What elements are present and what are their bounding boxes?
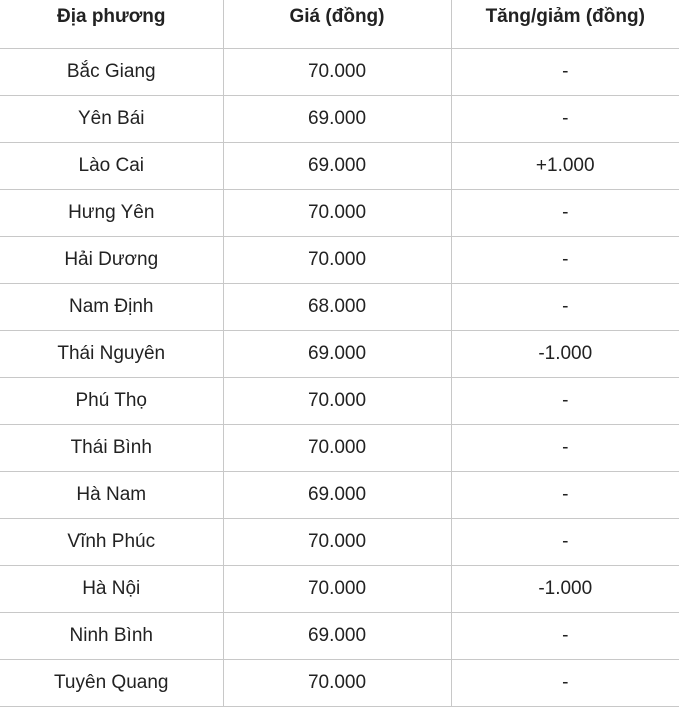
table-row <box>0 659 679 706</box>
cell-change: - <box>451 95 679 142</box>
cell-change: - <box>451 518 679 565</box>
cell-location: Hải Dương <box>0 236 223 283</box>
header-location: Địa phương <box>0 0 223 48</box>
cell-location: Tuyên Quang <box>0 659 223 706</box>
cell-price: 70.000 <box>223 189 451 236</box>
cell-price: 70.000 <box>223 518 451 565</box>
cell-location: Thái Bình <box>0 424 223 471</box>
cell-location: Hà Nam <box>0 471 223 518</box>
table-row <box>0 189 679 236</box>
cell-change: - <box>451 424 679 471</box>
cell-change: - <box>451 283 679 330</box>
cell-location: Lào Cai <box>0 142 223 189</box>
table-row <box>0 283 679 330</box>
table-row <box>0 377 679 424</box>
header-change: Tăng/giảm (đồng) <box>451 0 679 48</box>
cell-location: Hà Nội <box>0 565 223 612</box>
table-body <box>0 48 679 706</box>
cell-price: 69.000 <box>223 471 451 518</box>
cell-location: Thái Nguyên <box>0 330 223 377</box>
cell-price: 70.000 <box>223 236 451 283</box>
cell-change: - <box>451 659 679 706</box>
table-row <box>0 95 679 142</box>
cell-location: Phú Thọ <box>0 377 223 424</box>
header-price: Giá (đồng) <box>223 0 451 48</box>
table-row <box>0 48 679 95</box>
cell-change: - <box>451 471 679 518</box>
cell-location: Ninh Bình <box>0 612 223 659</box>
cell-location: Hưng Yên <box>0 189 223 236</box>
cell-change: - <box>451 189 679 236</box>
table-row <box>0 424 679 471</box>
cell-price: 70.000 <box>223 424 451 471</box>
cell-price: 69.000 <box>223 612 451 659</box>
cell-change: -1.000 <box>451 565 679 612</box>
cell-location: Yên Bái <box>0 95 223 142</box>
cell-change: - <box>451 377 679 424</box>
cell-change: +1.000 <box>451 142 679 189</box>
cell-price: 70.000 <box>223 48 451 95</box>
cell-location: Nam Định <box>0 283 223 330</box>
cell-change: - <box>451 236 679 283</box>
cell-price: 69.000 <box>223 142 451 189</box>
table-row <box>0 330 679 377</box>
cell-location: Vĩnh Phúc <box>0 518 223 565</box>
cell-price: 68.000 <box>223 283 451 330</box>
table-row <box>0 142 679 189</box>
table-row <box>0 471 679 518</box>
table-row <box>0 565 679 612</box>
table-row <box>0 612 679 659</box>
cell-price: 70.000 <box>223 659 451 706</box>
table-header-row <box>0 0 679 48</box>
cell-change: - <box>451 48 679 95</box>
table-row <box>0 236 679 283</box>
cell-location: Bắc Giang <box>0 48 223 95</box>
cell-change: -1.000 <box>451 330 679 377</box>
cell-change: - <box>451 612 679 659</box>
cell-price: 70.000 <box>223 377 451 424</box>
cell-price: 69.000 <box>223 95 451 142</box>
cell-price: 69.000 <box>223 330 451 377</box>
table-row <box>0 518 679 565</box>
cell-price: 70.000 <box>223 565 451 612</box>
